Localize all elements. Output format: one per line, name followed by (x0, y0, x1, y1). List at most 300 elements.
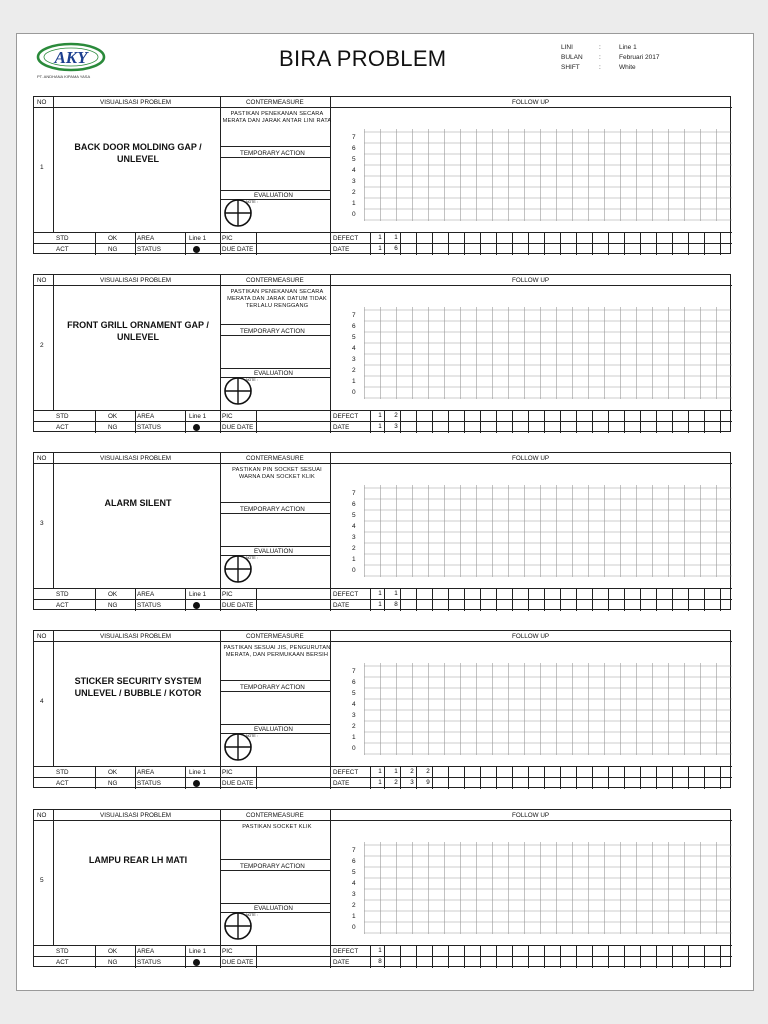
rule (370, 410, 371, 433)
follow-up-header: FOLLOW UP (512, 812, 550, 819)
evaluation-circle-icon (224, 912, 252, 940)
follow-up-grid (364, 842, 732, 934)
rule (256, 410, 257, 433)
rule (432, 232, 433, 255)
pic-label: PIC (222, 769, 233, 776)
rule (448, 232, 449, 255)
evaluation-circle-icon (224, 733, 252, 761)
rule (34, 777, 732, 778)
note-label: NOTE : (246, 734, 258, 738)
follow-up-header: FOLLOW UP (512, 99, 550, 106)
rule (95, 945, 96, 968)
no-header: NO (37, 455, 47, 462)
status-label: STATUS (137, 246, 161, 253)
area-label: AREA (137, 769, 155, 776)
pic-label: PIC (222, 591, 233, 598)
rule (34, 410, 732, 411)
y-axis-label: 7 (352, 312, 356, 319)
rule (528, 232, 529, 255)
countermeasure-header: CONTERMEASURE (246, 99, 304, 106)
rule (560, 232, 561, 255)
rule (528, 945, 529, 968)
evaluation-circle-icon (224, 555, 252, 583)
rule (135, 766, 136, 789)
defect-cell: 2 (426, 768, 430, 775)
no-header: NO (37, 99, 47, 106)
countermeasure-text: PASTIKAN PENEKANAN SECARA MERATA DAN JARAK ANTAR LINI RATA (222, 111, 332, 124)
rule (34, 285, 732, 286)
status-dot-icon (193, 959, 200, 966)
rule (370, 232, 371, 255)
ok-label: OK (108, 769, 118, 776)
visualisasi-header: VISUALISASI PROBLEM (100, 277, 172, 284)
pic-label: PIC (222, 413, 233, 420)
rule (256, 232, 257, 255)
evaluation-label: EVALUATION (254, 905, 293, 912)
date-cell: 9 (426, 779, 430, 786)
y-axis-label: 3 (352, 534, 356, 541)
y-axis-label: 6 (352, 858, 356, 865)
problem-number: 1 (40, 164, 44, 171)
rule (432, 945, 433, 968)
due-date-label: DUE DATE (222, 246, 254, 253)
y-axis-label: 2 (352, 189, 356, 196)
y-axis-label: 5 (352, 334, 356, 341)
status-label: STATUS (137, 959, 161, 966)
rule (95, 410, 96, 433)
rule (464, 588, 465, 611)
info-line: LINI : Line 1 (561, 44, 637, 51)
temporary-action-label: TEMPORARY ACTION (240, 506, 305, 513)
defect-label: DEFECT (333, 591, 359, 598)
countermeasure-text: PASTIKAN PENEKANAN SECARA MERATA DAN JARAK DATUM TIDAK TERLALU RENGGANG (227, 289, 327, 309)
rule (416, 945, 417, 968)
rule (432, 588, 433, 611)
ok-label: OK (108, 948, 118, 955)
rule (95, 766, 96, 789)
rule (608, 588, 609, 611)
rule (432, 410, 433, 433)
y-axis-label: 4 (352, 345, 356, 352)
ok-label: OK (108, 591, 118, 598)
rule (512, 410, 513, 433)
y-axis-label: 6 (352, 145, 356, 152)
evaluation-label: EVALUATION (254, 370, 293, 377)
rule (688, 410, 689, 433)
no-header: NO (37, 277, 47, 284)
area-label: AREA (137, 235, 155, 242)
defect-label: DEFECT (333, 769, 359, 776)
rule (256, 945, 257, 968)
rule (330, 810, 331, 968)
rule (34, 641, 732, 642)
rule (576, 766, 577, 789)
rule (656, 766, 657, 789)
evaluation-circle-icon (224, 199, 252, 227)
problem-block (33, 630, 731, 788)
date-label: DATE (333, 780, 350, 787)
bira-problem-sheet (16, 33, 754, 991)
rule (34, 243, 732, 244)
rule (370, 945, 371, 968)
rule (624, 945, 625, 968)
rule (220, 502, 330, 503)
rule (704, 232, 705, 255)
defect-cell: 2 (394, 412, 398, 419)
problem-number: 2 (40, 342, 44, 349)
y-axis-label: 2 (352, 367, 356, 374)
rule (592, 766, 593, 789)
rule (464, 766, 465, 789)
follow-up-header: FOLLOW UP (512, 455, 550, 462)
rule (34, 820, 732, 821)
ok-label: OK (108, 413, 118, 420)
follow-up-header: FOLLOW UP (512, 277, 550, 284)
rule (480, 588, 481, 611)
evaluation-circle-icon (224, 377, 252, 405)
rule (512, 588, 513, 611)
y-axis-label: 3 (352, 891, 356, 898)
area-value: Line 1 (189, 948, 207, 955)
area-value: Line 1 (189, 591, 207, 598)
defect-label: DEFECT (333, 413, 359, 420)
evaluation-label: EVALUATION (254, 726, 293, 733)
rule (528, 588, 529, 611)
rule (185, 588, 186, 611)
rule (688, 232, 689, 255)
defect-cell: 2 (410, 768, 414, 775)
act-label: ACT (56, 424, 69, 431)
rule (672, 945, 673, 968)
problem-title: BACK DOOR MOLDING GAP / UNLEVEL (74, 142, 202, 164)
act-label: ACT (56, 780, 69, 787)
note-label: NOTE : (246, 556, 258, 560)
y-axis-label: 6 (352, 679, 356, 686)
defect-cell: 1 (378, 234, 382, 241)
ng-label: NG (108, 246, 118, 253)
rule (480, 945, 481, 968)
date-cell: 1 (378, 779, 382, 786)
rule (560, 945, 561, 968)
std-label: STD (56, 591, 69, 598)
rule (560, 766, 561, 789)
y-axis-label: 0 (352, 745, 356, 752)
rule (496, 766, 497, 789)
problem-block (33, 274, 731, 432)
rule (544, 945, 545, 968)
rule (256, 766, 257, 789)
rule (576, 232, 577, 255)
rule (480, 232, 481, 255)
rule (624, 410, 625, 433)
rule (528, 766, 529, 789)
rule (135, 410, 136, 433)
date-cell: 6 (394, 245, 398, 252)
defect-cell: 1 (378, 412, 382, 419)
rule (608, 232, 609, 255)
rule (400, 945, 401, 968)
note-label: NOTE : (246, 378, 258, 382)
rule (608, 766, 609, 789)
countermeasure-text: PASTIKAN SESUAI JIS, PENGURUTAN MERATA, DAN PERMUKAAN BERSIH (223, 645, 331, 658)
rule (704, 945, 705, 968)
date-cell: 1 (378, 423, 382, 430)
y-axis-label: 4 (352, 167, 356, 174)
y-axis-label: 5 (352, 690, 356, 697)
defect-cell: 1 (394, 234, 398, 241)
date-label: DATE (333, 424, 350, 431)
rule (220, 324, 330, 325)
rule (34, 599, 732, 600)
rule (95, 588, 96, 611)
rule (370, 766, 371, 789)
temporary-action-label: TEMPORARY ACTION (240, 863, 305, 870)
date-cell: 8 (394, 601, 398, 608)
rule (464, 410, 465, 433)
rule (464, 232, 465, 255)
visualisasi-header: VISUALISASI PROBLEM (100, 633, 172, 640)
pic-label: PIC (222, 948, 233, 955)
rule (720, 945, 721, 968)
defect-cell: 1 (378, 947, 382, 954)
y-axis-label: 7 (352, 490, 356, 497)
rule (720, 766, 721, 789)
no-header: NO (37, 812, 47, 819)
visualisasi-header: VISUALISASI PROBLEM (100, 99, 172, 106)
logo-text: AKY (54, 48, 88, 67)
rule (544, 766, 545, 789)
rule (640, 945, 641, 968)
rule (34, 588, 732, 589)
std-label: STD (56, 413, 69, 420)
y-axis-label: 3 (352, 712, 356, 719)
problem-block (33, 452, 731, 610)
countermeasure-header: CONTERMEASURE (246, 633, 304, 640)
y-axis-label: 3 (352, 356, 356, 363)
rule (135, 588, 136, 611)
date-cell: 8 (378, 958, 382, 965)
rule (220, 680, 330, 681)
rule (720, 410, 721, 433)
problem-number: 3 (40, 520, 44, 527)
defect-label: DEFECT (333, 948, 359, 955)
date-cell: 1 (378, 245, 382, 252)
countermeasure-header: CONTERMEASURE (246, 277, 304, 284)
rule (512, 232, 513, 255)
area-value: Line 1 (189, 769, 207, 776)
problem-number: 4 (40, 698, 44, 705)
due-date-label: DUE DATE (222, 780, 254, 787)
rule (560, 410, 561, 433)
y-axis-label: 3 (352, 178, 356, 185)
follow-up-grid (364, 485, 732, 577)
rule (95, 232, 96, 255)
note-label: NOTE : (246, 913, 258, 917)
rule (656, 588, 657, 611)
y-axis-label: 1 (352, 556, 356, 563)
rule (220, 859, 330, 860)
rule (53, 810, 54, 945)
date-cell: 3 (410, 779, 414, 786)
ok-label: OK (108, 235, 118, 242)
rule (560, 588, 561, 611)
y-axis-label: 2 (352, 723, 356, 730)
follow-up-grid (364, 129, 732, 221)
info-month: BULAN : Februari 2017 (561, 54, 660, 61)
rule (464, 945, 465, 968)
problem-block (33, 96, 731, 254)
rule (34, 463, 732, 464)
rule (672, 410, 673, 433)
temporary-action-label: TEMPORARY ACTION (240, 150, 305, 157)
rule (185, 945, 186, 968)
rule (480, 766, 481, 789)
follow-up-grid (364, 663, 732, 755)
rule (416, 232, 417, 255)
y-axis-label: 6 (352, 501, 356, 508)
rule (704, 588, 705, 611)
rule (185, 232, 186, 255)
y-axis-label: 5 (352, 156, 356, 163)
rule (512, 766, 513, 789)
act-label: ACT (56, 959, 69, 966)
rule (720, 588, 721, 611)
rule (656, 232, 657, 255)
rule (592, 232, 593, 255)
defect-cell: 1 (378, 590, 382, 597)
ng-label: NG (108, 602, 118, 609)
area-value: Line 1 (189, 413, 207, 420)
rule (34, 766, 732, 767)
due-date-label: DUE DATE (222, 602, 254, 609)
rule (672, 232, 673, 255)
countermeasure-header: CONTERMEASURE (246, 812, 304, 819)
y-axis-label: 2 (352, 902, 356, 909)
company-name: PT. ANDHANA KIPAMA YASA (37, 74, 91, 79)
status-label: STATUS (137, 780, 161, 787)
problem-block (33, 809, 731, 967)
defect-cell: 1 (378, 768, 382, 775)
header-info (561, 43, 659, 73)
y-axis-label: 7 (352, 134, 356, 141)
y-axis-label: 0 (352, 211, 356, 218)
rule (544, 232, 545, 255)
rule (496, 232, 497, 255)
page-title: BIRA PROBLEM (279, 46, 447, 71)
rule (704, 766, 705, 789)
rule (576, 945, 577, 968)
date-cell: 3 (394, 423, 398, 430)
ng-label: NG (108, 780, 118, 787)
problem-title: LAMPU REAR LH MATI (88, 855, 188, 865)
rule (656, 410, 657, 433)
rule (34, 232, 732, 233)
rule (185, 766, 186, 789)
rule (448, 945, 449, 968)
temporary-action-label: TEMPORARY ACTION (240, 328, 305, 335)
due-date-label: DUE DATE (222, 959, 254, 966)
temporary-action-label: TEMPORARY ACTION (240, 684, 305, 691)
status-dot-icon (193, 780, 200, 787)
date-cell: 2 (394, 779, 398, 786)
sheet-header (17, 34, 753, 92)
rule (528, 410, 529, 433)
rule (448, 766, 449, 789)
ng-label: NG (108, 959, 118, 966)
countermeasure-header: CONTERMEASURE (246, 455, 304, 462)
rule (704, 410, 705, 433)
status-label: STATUS (137, 424, 161, 431)
no-header: NO (37, 633, 47, 640)
rule (416, 410, 417, 433)
y-axis-label: 1 (352, 734, 356, 741)
rule (135, 232, 136, 255)
rule (496, 588, 497, 611)
rule (624, 766, 625, 789)
rule (544, 410, 545, 433)
visualisasi-header: VISUALISASI PROBLEM (100, 455, 172, 462)
date-label: DATE (333, 246, 350, 253)
rule (34, 956, 732, 957)
rule (496, 410, 497, 433)
rule (576, 410, 577, 433)
date-cell: 1 (378, 601, 382, 608)
problem-number: 5 (40, 877, 44, 884)
pic-label: PIC (222, 235, 233, 242)
rule (370, 588, 371, 611)
rule (53, 453, 54, 588)
defect-cell: 1 (394, 590, 398, 597)
rule (512, 945, 513, 968)
rule (624, 232, 625, 255)
rule (544, 588, 545, 611)
rule (220, 146, 330, 147)
due-date-label: DUE DATE (222, 424, 254, 431)
rule (672, 588, 673, 611)
note-label: NOTE : (246, 200, 258, 204)
follow-up-header: FOLLOW UP (512, 633, 550, 640)
rule (672, 766, 673, 789)
rule (688, 588, 689, 611)
y-axis-label: 1 (352, 378, 356, 385)
problem-title: ALARM SILENT (104, 498, 172, 508)
status-dot-icon (193, 424, 200, 431)
act-label: ACT (56, 602, 69, 609)
countermeasure-text: PASTIKAN PIN SOCKET SESUAI WARNA DAN SOCKET KLIK (232, 467, 322, 480)
y-axis-label: 4 (352, 523, 356, 530)
rule (480, 410, 481, 433)
y-axis-label: 2 (352, 545, 356, 552)
countermeasure-text: PASTIKAN SOCKET KLIK (242, 824, 312, 830)
rule (416, 588, 417, 611)
area-value: Line 1 (189, 235, 207, 242)
rule (448, 588, 449, 611)
problem-title: FRONT GRILL ORNAMENT GAP / UNLEVEL (67, 320, 209, 342)
ng-label: NG (108, 424, 118, 431)
y-axis-label: 5 (352, 869, 356, 876)
rule (34, 107, 732, 108)
rule (34, 945, 732, 946)
evaluation-label: EVALUATION (254, 548, 293, 555)
rule (640, 232, 641, 255)
std-label: STD (56, 235, 69, 242)
rule (640, 588, 641, 611)
rule (688, 766, 689, 789)
area-label: AREA (137, 591, 155, 598)
y-axis-label: 4 (352, 880, 356, 887)
status-dot-icon (193, 246, 200, 253)
area-label: AREA (137, 948, 155, 955)
